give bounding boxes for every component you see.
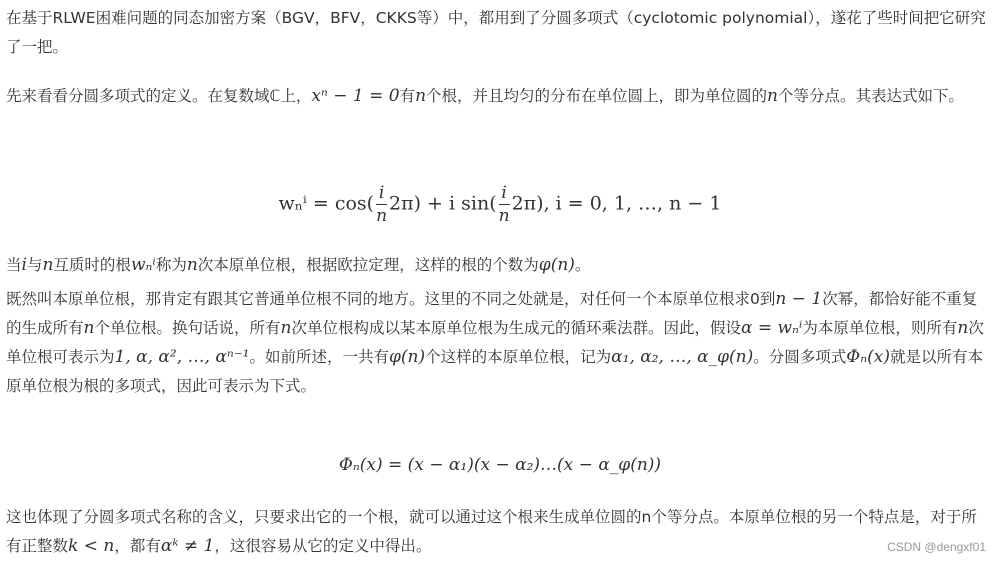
property-text-a: 既然叫本原单位根，那肯定有跟其它普通单位根不同的地方。这里的不同之处就是，对任何一个本原单位根求0到: [6, 290, 776, 308]
definition-math-n-2: n: [767, 86, 778, 106]
primitive-math-i: i: [21, 255, 27, 275]
primitive-math-phi: φ(n): [538, 255, 575, 275]
intro-text: 在基于RLWE困难问题的同态加密方案（BGV，BFV，CKKS等）中，都用到了分圆多项式（cyclotomic polynomial），遂花了些时间把它研究了一把。: [6, 9, 986, 56]
root-formula: [0, 182, 1000, 232]
definition-math-n: n: [415, 86, 427, 106]
property-math-h: α₁, α₂, …, α_φ(n): [611, 347, 754, 367]
fraction-numerator: i: [376, 182, 387, 205]
property-text-d: 次单位根构成以某本原单位根为生成元的循环乘法群。因此，假设: [291, 319, 741, 337]
root-formula-rhs: 2π), i = 0, 1, …, n − 1: [511, 192, 722, 215]
property-math-c: n: [280, 318, 292, 338]
definition-text-b: 有: [399, 87, 416, 105]
closing-math-a: k < n: [68, 536, 115, 556]
primitive-text-a: 当: [6, 256, 22, 274]
primitive-text-b: 与: [26, 256, 43, 274]
definition-text-a: 先来看看分圆多项式的定义。在复数域ℂ上，: [6, 87, 312, 105]
definition-equation: xⁿ − 1 = 0: [311, 86, 400, 106]
article-body: [6, 4, 992, 111]
primitive-text-c: 互质时的根: [53, 256, 131, 274]
property-math-i: Φₙ(x): [846, 347, 890, 367]
property-text-j: 就是以所有本原单位根为根的多项式，因此可表示为下式。: [6, 348, 983, 395]
root-formula-lhs: wₙⁱ = cos(: [278, 192, 375, 215]
closing-paragraph: [6, 503, 992, 561]
paragraph-gap: [6, 62, 992, 82]
closing-math-b: αᵏ ≠ 1: [160, 536, 215, 556]
root-fraction-2: [499, 182, 510, 227]
cyclotomic-formula-text: Φₙ(x) = (x − α₁)(x − α₂)…(x − α_φ(n)): [338, 455, 662, 475]
root-fraction-1: [376, 182, 387, 227]
definition-text-c: 个根，并且均匀的分布在单位圆上，即为单位圆的: [426, 87, 768, 105]
csdn-watermark: CSDN @dengxf01: [887, 540, 986, 554]
closing-text-b: ，都有: [114, 537, 161, 555]
property-math-d: α = wₙⁱ: [740, 318, 803, 338]
property-math-a: n − 1: [775, 289, 823, 309]
primitive-text-f: 。: [574, 256, 591, 274]
definition-text-d: 个等分点。其表达式如下。: [777, 87, 964, 105]
property-text-i: 。分圆多项式: [753, 348, 847, 366]
primitive-math-n-2: n: [186, 255, 198, 275]
primitive-root-paragraph: [6, 251, 992, 280]
property-text-h: 个这样的本原单位根，记为: [425, 348, 612, 366]
primitive-math-n: n: [42, 255, 54, 275]
property-text-e: 为本原单位根，则所有: [802, 319, 958, 337]
intro-paragraph: [6, 4, 992, 62]
fraction-numerator-2: i: [499, 182, 510, 205]
property-math-f: 1, α, α², …, αⁿ⁻¹: [114, 347, 250, 367]
primitive-text-d: 称为: [155, 256, 187, 274]
fraction-denominator: n: [376, 206, 388, 226]
closing-text-a: 这也体现了分圆多项式名称的含义，只要求出它的一个根，就可以通过这个根来生成单位圆的n个等分点。本原单位根的另一个特点是，对于所有正整数: [6, 508, 977, 555]
property-text-b: 次幂，都恰好能不重复的生成所有: [6, 290, 978, 337]
property-math-b: n: [83, 318, 95, 338]
definition-paragraph: [6, 82, 992, 111]
property-math-g: φ(n): [389, 347, 426, 367]
cyclotomic-formula: [0, 449, 1000, 479]
property-math-e: n: [957, 318, 969, 338]
closing-text-c: ，这很容易从它的定义中得出。: [214, 537, 432, 555]
fraction-denominator-2: n: [498, 206, 510, 226]
property-text-f: 次单位根可表示为: [6, 319, 984, 366]
property-text-g: 。如前所述，一共有: [249, 348, 390, 366]
primitive-text-e: 次本原单位根，根据欧拉定理，这样的根的个数为: [197, 256, 539, 274]
root-formula-mid: 2π) + i sin(: [389, 192, 497, 215]
property-paragraph: [6, 285, 992, 401]
property-text-c: 个单位根。换句话说，所有: [94, 319, 281, 337]
primitive-math-w: wₙⁱ: [130, 255, 156, 275]
